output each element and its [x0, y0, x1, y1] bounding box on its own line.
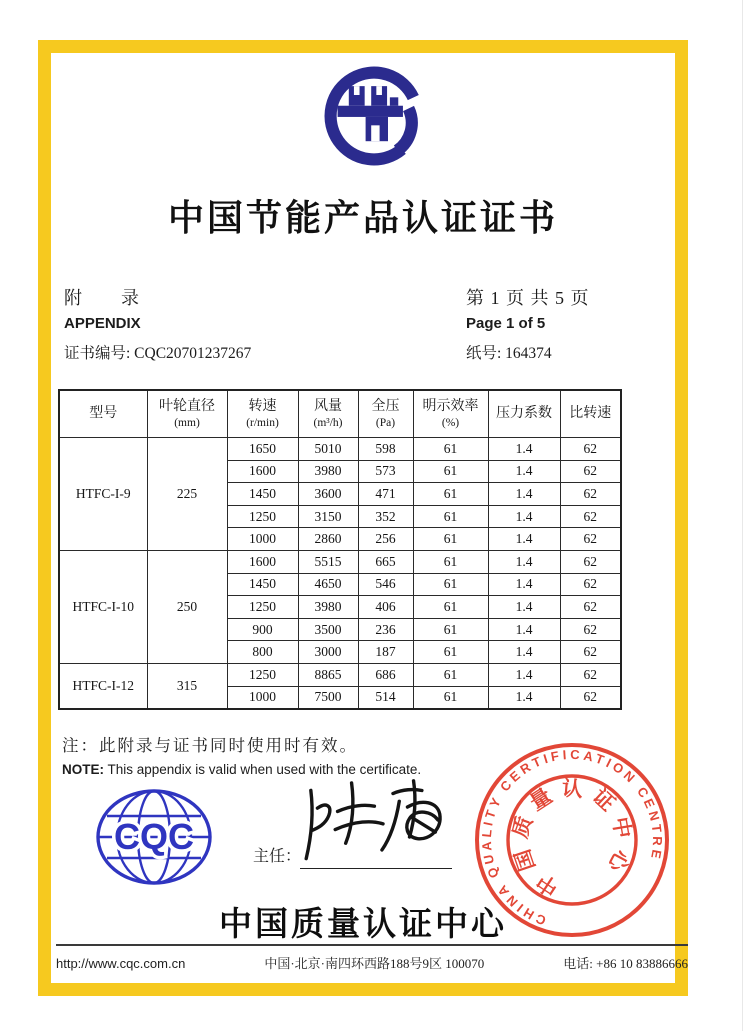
value-cell: 1000 [227, 686, 298, 709]
column-header: 压力系数 [488, 390, 560, 438]
red-seal-stamp-icon [472, 740, 672, 940]
value-cell: 62 [560, 596, 621, 619]
value-cell: 4650 [298, 573, 358, 596]
note-cn: 注：此附录与证书同时使用时有效。 [62, 736, 358, 755]
value-cell: 900 [227, 618, 298, 641]
value-cell: 62 [560, 438, 621, 461]
column-header: 风量 (m³/h) [298, 390, 358, 438]
value-cell: 61 [413, 528, 488, 551]
table-row [59, 550, 621, 573]
director-label: 主任： [253, 848, 302, 865]
value-cell: 61 [413, 686, 488, 709]
value-cell: 187 [358, 641, 413, 664]
footer-divider [56, 944, 688, 946]
value-cell: 62 [560, 505, 621, 528]
value-cell: 61 [413, 550, 488, 573]
value-cell: 1650 [227, 438, 298, 461]
value-cell: 573 [358, 460, 413, 483]
value-cell: 514 [358, 686, 413, 709]
table-row [59, 663, 621, 686]
value-cell: 598 [358, 438, 413, 461]
value-cell: 800 [227, 641, 298, 664]
value-cell: 62 [560, 550, 621, 573]
certificate-title: 中国节能产品认证证书 [167, 197, 558, 238]
energy-saving-logo-icon [318, 60, 430, 172]
value-cell: 5515 [298, 550, 358, 573]
value-cell: 61 [413, 573, 488, 596]
value-cell: 1000 [227, 528, 298, 551]
value-cell: 8865 [298, 663, 358, 686]
organization-name: 中国质量认证中心 [219, 905, 507, 942]
value-cell: 62 [560, 663, 621, 686]
model-cell: HTFC-I-9 [59, 438, 147, 551]
value-cell: 1250 [227, 663, 298, 686]
value-cell: 1.4 [488, 550, 560, 573]
value-cell: 62 [560, 641, 621, 664]
diameter-cell: 315 [147, 663, 227, 709]
value-cell: 3980 [298, 596, 358, 619]
page-info-block [466, 284, 590, 363]
value-cell: 1250 [227, 596, 298, 619]
value-cell: 1450 [227, 573, 298, 596]
value-cell: 62 [560, 686, 621, 709]
scan-edge-line [742, 0, 743, 1031]
appendix-label-en: APPENDIX [64, 315, 141, 332]
value-cell: 1.4 [488, 596, 560, 619]
value-cell: 1.4 [488, 528, 560, 551]
page-number-en: Page 1 of 5 [466, 315, 546, 332]
value-cell: 406 [358, 596, 413, 619]
value-cell: 1.4 [488, 573, 560, 596]
value-cell: 62 [560, 460, 621, 483]
value-cell: 3600 [298, 483, 358, 506]
spec-table-header-row [59, 390, 621, 438]
certificate-number: 证书编号: CQC20701237267 [64, 345, 252, 362]
value-cell: 61 [413, 483, 488, 506]
value-cell: 62 [560, 483, 621, 506]
value-cell: 1.4 [488, 618, 560, 641]
note-en [62, 762, 421, 777]
director-signature [294, 773, 465, 873]
table-row [59, 438, 621, 461]
value-cell: 3150 [298, 505, 358, 528]
value-cell: 1600 [227, 550, 298, 573]
value-cell: 61 [413, 596, 488, 619]
cqc-letters: CQC [114, 816, 194, 857]
column-header: 叶轮直径 (mm) [147, 390, 227, 438]
value-cell: 1.4 [488, 505, 560, 528]
model-cell: HTFC-I-12 [59, 663, 147, 709]
value-cell: 352 [358, 505, 413, 528]
value-cell: 1250 [227, 505, 298, 528]
value-cell: 61 [413, 505, 488, 528]
footer-url: http://www.cqc.com.cn [56, 956, 186, 971]
value-cell: 62 [560, 528, 621, 551]
value-cell: 1.4 [488, 460, 560, 483]
footer [56, 953, 688, 972]
value-cell: 3000 [298, 641, 358, 664]
value-cell: 546 [358, 573, 413, 596]
column-header: 比转速 [560, 390, 621, 438]
value-cell: 1.4 [488, 438, 560, 461]
stamp-text-en: CHINA QUALITY CERTIFICATION CENTRE [478, 746, 666, 929]
spec-table-body [59, 438, 621, 710]
value-cell: 61 [413, 663, 488, 686]
model-cell: HTFC-I-10 [59, 550, 147, 663]
appendix-block [64, 284, 251, 363]
value-cell: 7500 [298, 686, 358, 709]
spec-table [58, 389, 622, 710]
footer-address: 中国·北京·南四环西路188号9区 100070 [264, 956, 485, 971]
value-cell: 1450 [227, 483, 298, 506]
value-cell: 61 [413, 618, 488, 641]
column-header: 明示效率 (%) [413, 390, 488, 438]
column-header: 转速 (r/min) [227, 390, 298, 438]
note-en-label: NOTE: [62, 762, 104, 777]
column-header: 型号 [59, 390, 147, 438]
column-header: 全压 (Pa) [358, 390, 413, 438]
value-cell: 5010 [298, 438, 358, 461]
value-cell: 61 [413, 438, 488, 461]
value-cell: 1.4 [488, 686, 560, 709]
note-block [62, 732, 421, 777]
value-cell: 1600 [227, 460, 298, 483]
value-cell: 665 [358, 550, 413, 573]
diameter-cell: 225 [147, 438, 227, 551]
value-cell: 62 [560, 573, 621, 596]
appendix-label-cn: 附 录 [64, 288, 140, 308]
stamp-text-cn: 中国质量认证中心 [507, 775, 637, 901]
value-cell: 3980 [298, 460, 358, 483]
paper-number: 纸号: 164374 [466, 345, 552, 362]
value-cell: 2860 [298, 528, 358, 551]
note-en-text: This appendix is valid when used with the certificate. [104, 762, 422, 777]
value-cell: 1.4 [488, 483, 560, 506]
cqc-globe-icon [94, 788, 214, 886]
value-cell: 3500 [298, 618, 358, 641]
value-cell: 686 [358, 663, 413, 686]
value-cell: 256 [358, 528, 413, 551]
diameter-cell: 250 [147, 550, 227, 663]
value-cell: 61 [413, 460, 488, 483]
value-cell: 471 [358, 483, 413, 506]
value-cell: 61 [413, 641, 488, 664]
value-cell: 1.4 [488, 641, 560, 664]
value-cell: 236 [358, 618, 413, 641]
signature-underline [300, 868, 452, 869]
page-number-cn: 第 1 页 共 5 页 [466, 288, 590, 308]
value-cell: 62 [560, 618, 621, 641]
value-cell: 1.4 [488, 663, 560, 686]
footer-phone: 电话: +86 10 83886666 [563, 956, 688, 971]
